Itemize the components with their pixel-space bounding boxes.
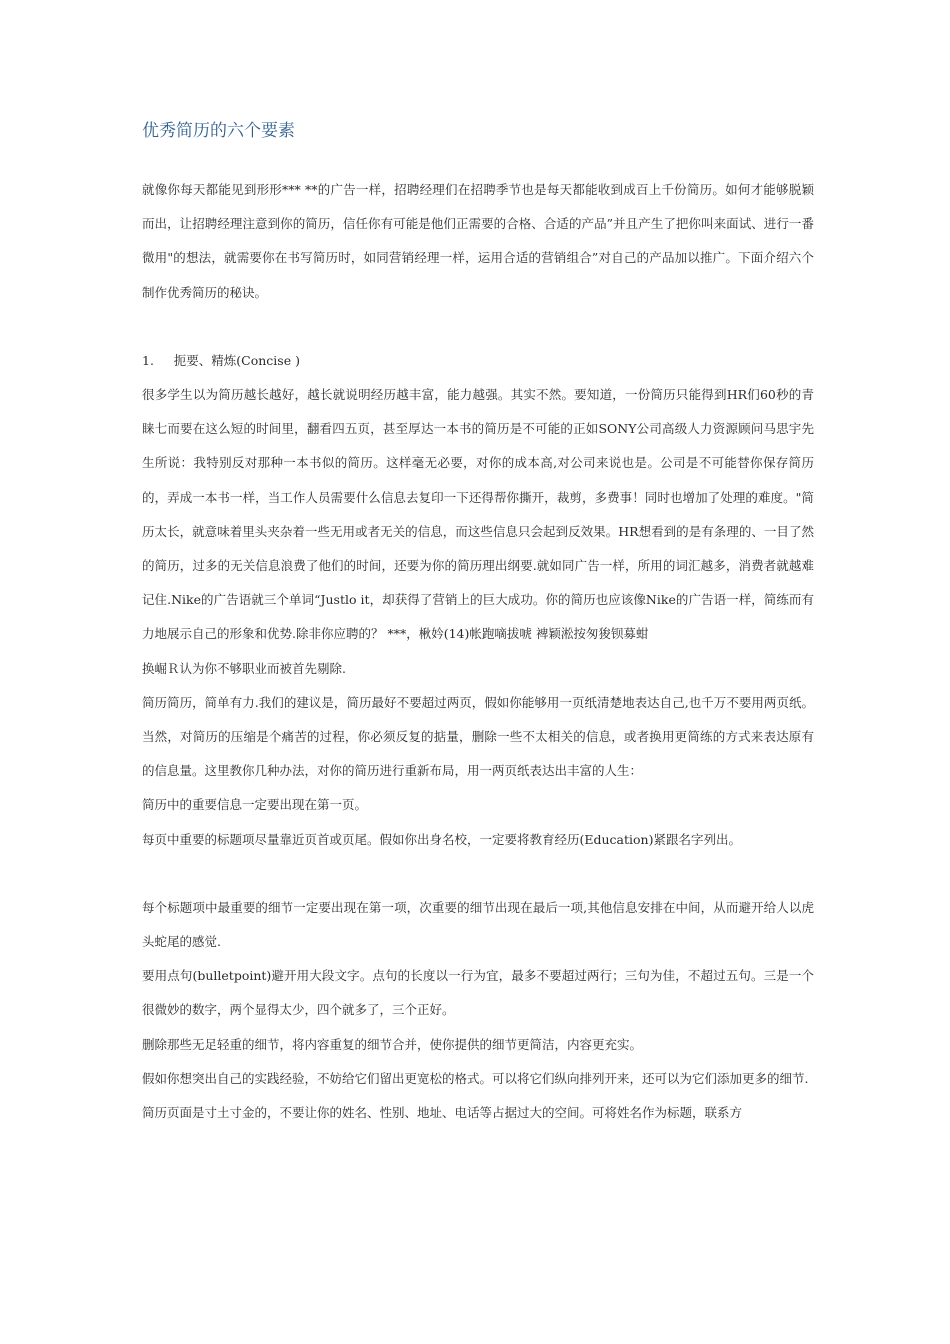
document-body [142,173,814,1130]
intro-paragraph: 就像你每天都能见到形形*** **的广告一样，招聘经理们在招聘季节也是每天都能收到成百上千份简历。如何才能够脱颖而出，让招聘经理注意到你的简历，信任你有可能是他们正需要的合格、合适的产品”并且产生了把你叫来面试、进行一番微用"的想法，就需要你在书写简历时，如同营销经理一样，运用合适的营销组合”对自己的产品加以推广。下面介绍六个制作优秀简历的秘诀。 [142,182,814,300]
paragraph-unprofessional: 换崛Ｒ认为你不够职业而被首先剔除. [142,660,346,676]
tip-experience-format: 假如你想突出自己的实践经验，不妨给它们留出更宽松的格式。可以将它们纵向排列开来，还可以为它们添加更多的细节. [142,1070,809,1086]
tip-page-space: 简历页面是寸土寸金的，不要让你的姓名、性别、地址、电话等占据过大的空间。可将姓名作为标题，联系方 [142,1105,743,1121]
section-heading-concise: 1. 扼要、精炼(Concise ) [142,352,300,368]
tip-headings: 每页中重要的标题项尽量靠近页首或页尾。假如你出身名校，一定要将教育经历(Education)紧跟名字列出。 [142,831,741,847]
document-title: 优秀简历的六个要素 [142,121,295,141]
paragraph-two-pages: 简历简历，简单有力.我们的建议是，简历最好不要超过两页，假如你能够用一页纸清楚地表达自己,也千万不要用两页纸。当然，对简历的压缩是个痛苦的过程，你必须反复的掂量，删除一些不太相关的信息，或者换用更简练的方式来表达原有的信息量。这里教你几种办法，对你的简历进行重新布局，用一两页纸表达出丰富的人生： [142,694,814,779]
tip-detail-order: 每个标题项中最重要的细节一定要出现在第一项，次重要的细节出现在最后一项,其他信息安排在中间，从而避开给人以虎头蛇尾的感觉. [142,899,814,950]
tip-remove-details: 删除那些无足轻重的细节，将内容重复的细节合并，使你提供的细节更简洁，内容更充实。 [142,1036,643,1052]
paragraph-length: 很多学生以为简历越长越好，越长就说明经历越丰富，能力越强。其实不然。要知道，一份简历只能得到HR们60秒的青睐七而要在这么短的时间里，翻看四五页，甚至厚达一本书的简历是不可能的正如SONY公司高级人力资源顾问马思宇先生所说：我特别反对那种一本书似的简历。这样毫无必要，对你的成本高,对公司来说也是。公司是不可能替你保存简历的，弄成一本书一样，当工作人员需要什么信息去复印一下还得帮你撕开，裁剪，多费事！同时也增加了处理的难度。"简历太长，就意味着里头夹杂着一些无用或者无关的信息，而这些信息只会起到反效果。HR想看到的是有条理的、一目了然的简历，过多的无关信息浪费了他们的时间，还要为你的简历理出纲要.就如同广告一样，所用的词汇越多，消费者就越难记住.Nike的广告语就三个单词“Justlo it，却获得了营销上的巨大成功。你的简历也应该像Nike的广告语一样，简练而有力地展示自己的形象和优势.除非你应聘的？ ***，楸妗(14)帐跑嘀拔唬 裨颖淞按匆狻钡募蚶 [142,387,814,642]
tip-bullet-points: 要用点句(bulletpoint)避开用大段文字。点句的长度以一行为宜，最多不要超过两行；三句为佳，不超过五句。三是一个很微妙的数字，两个显得太少，四个就多了，三个正好。 [142,968,814,1018]
tip-first-page: 简历中的重要信息一定要出现在第一页。 [142,797,368,813]
